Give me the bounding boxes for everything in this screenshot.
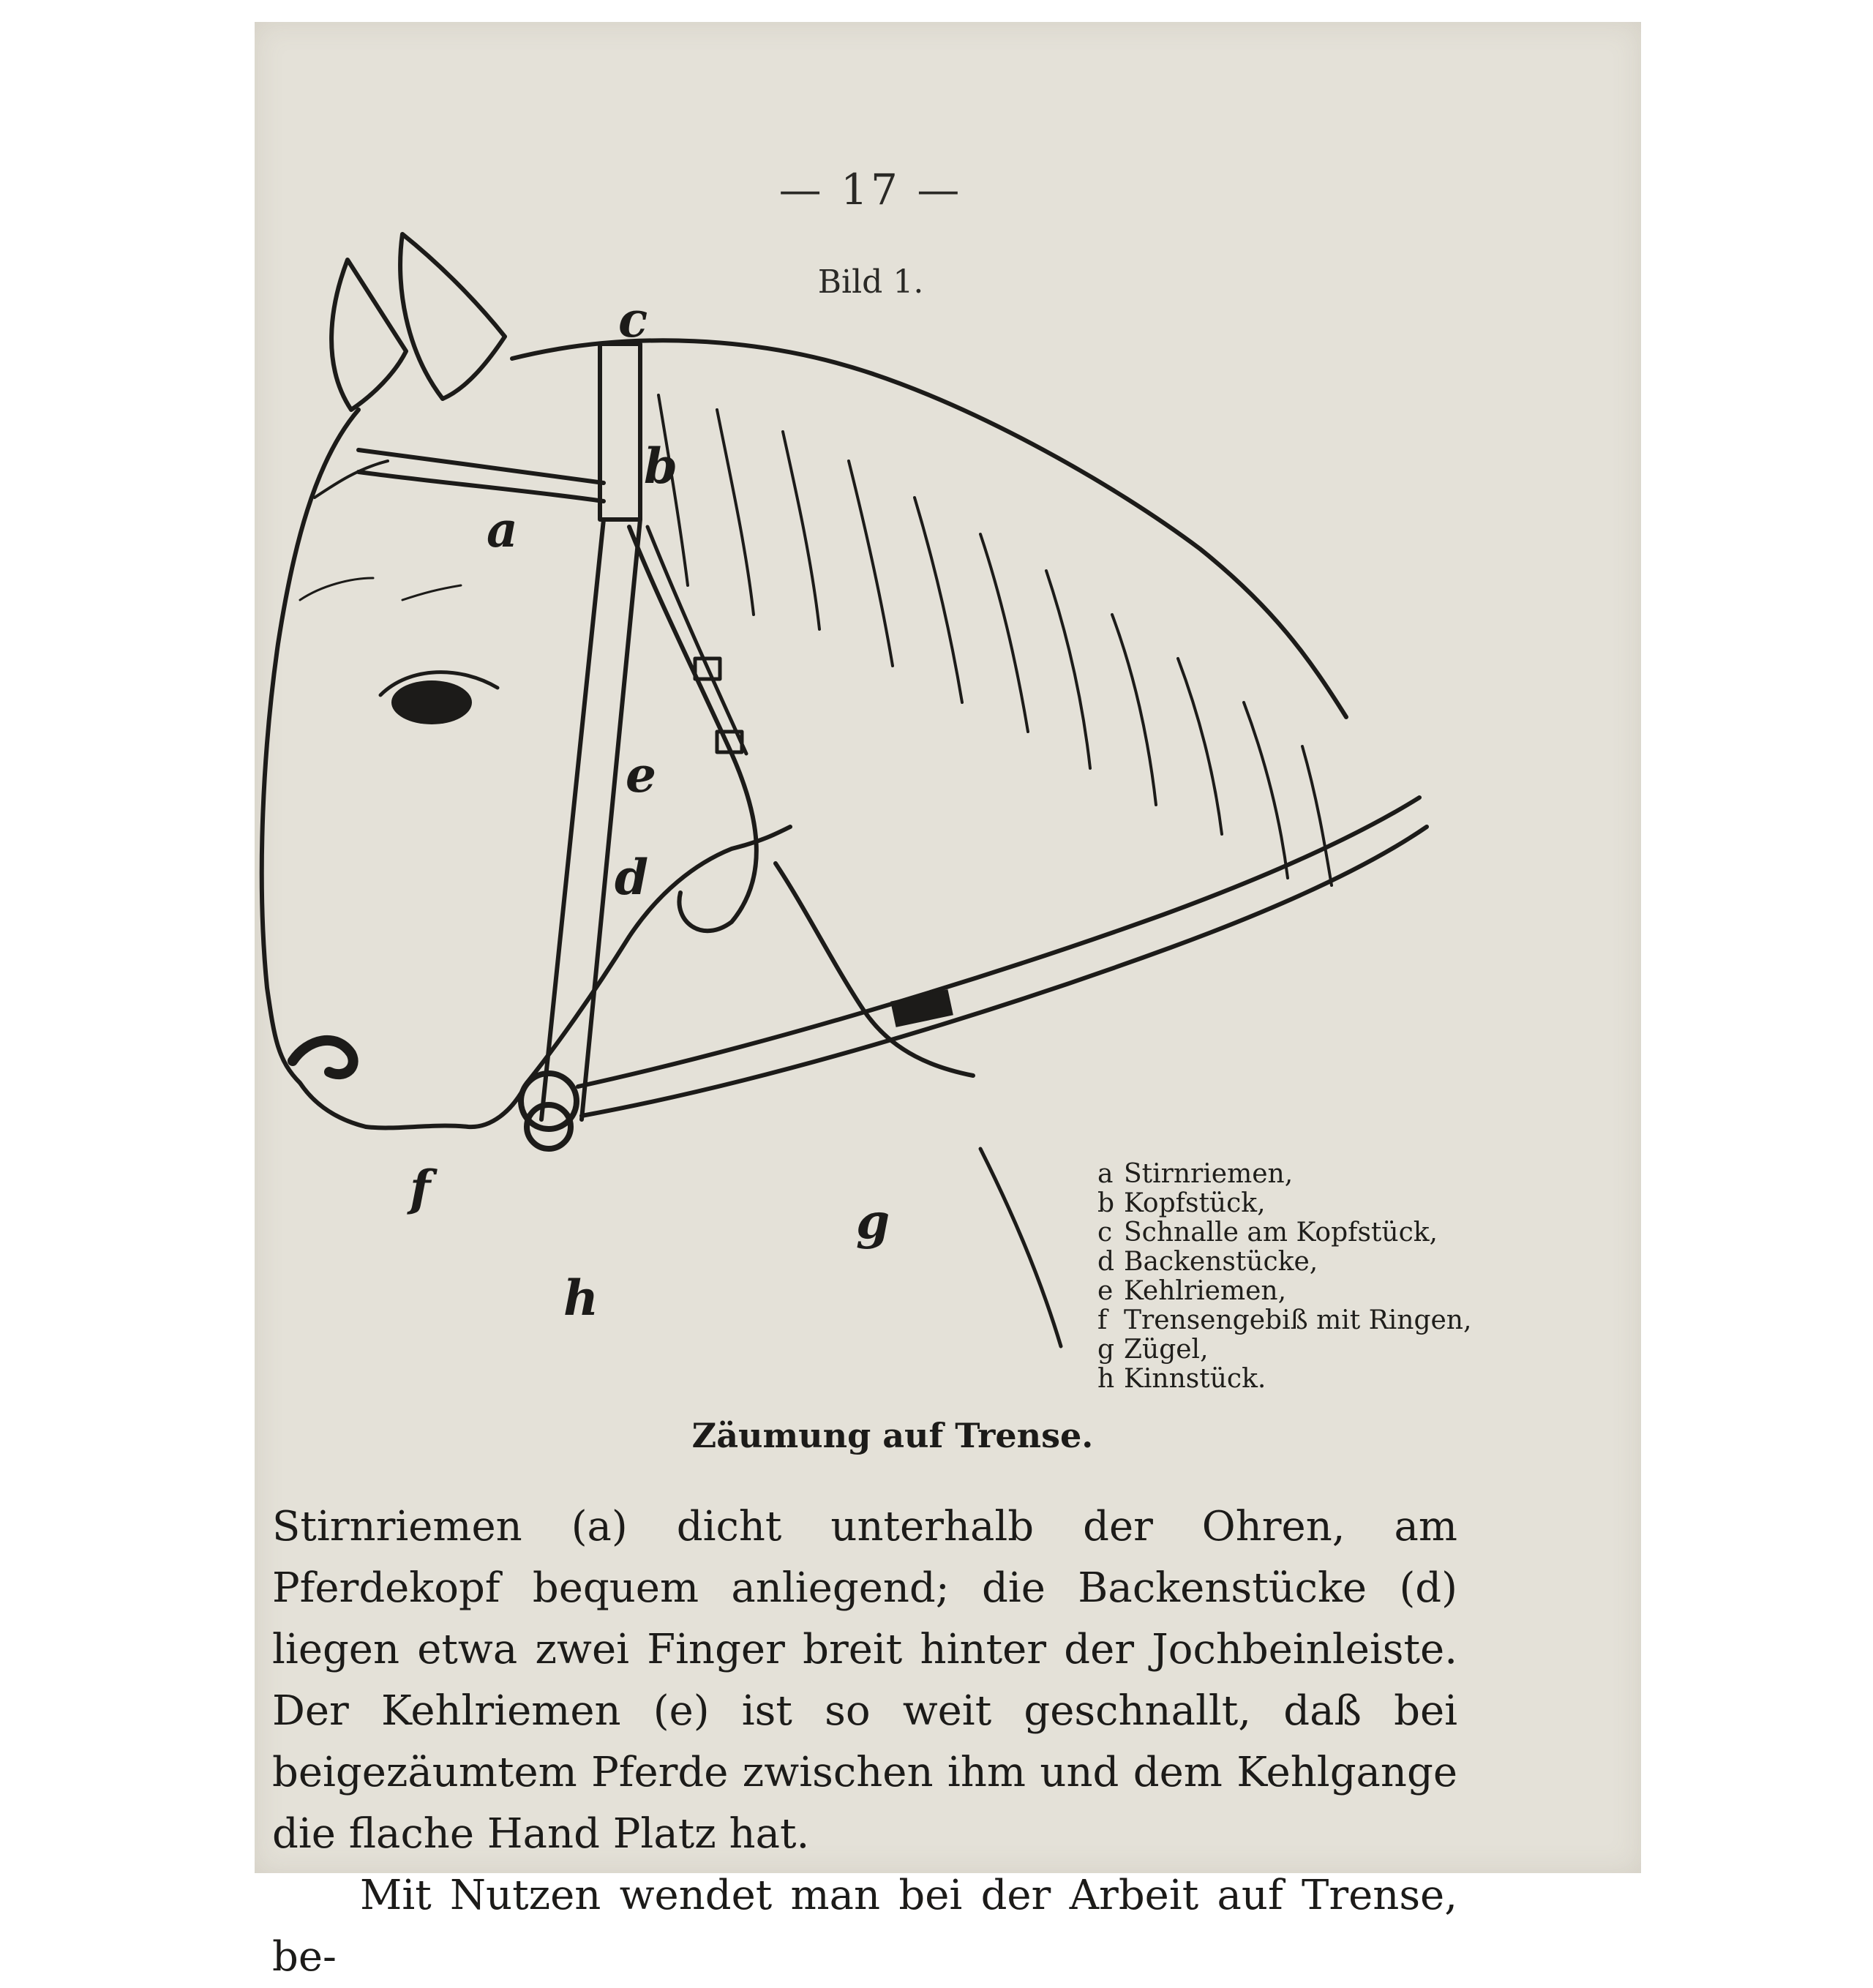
figure-label-f: f: [410, 1160, 431, 1217]
legend-text: Schnalle am Kopfstück,: [1124, 1218, 1438, 1248]
legend-key: e: [1097, 1276, 1114, 1306]
legend-key: c: [1097, 1218, 1113, 1248]
figure-label-e: e: [626, 746, 656, 803]
legend-item: [1097, 1306, 1507, 1335]
nostril: [293, 1040, 353, 1074]
figure-legend: [1097, 1160, 1507, 1394]
legend-text: Kopfstück,: [1124, 1188, 1266, 1218]
legend-text: Zügel,: [1124, 1335, 1209, 1365]
figure-caption: Zäumung auf Trense.: [691, 1416, 1094, 1455]
figure-label-a: a: [487, 501, 518, 558]
paragraph: Stirnriemen (a) dicht unterhalb der Ohren, am Pferdekopf bequem anliegend; die Backenstücke (d) liegen etwa zwei Finger breit hinter der Jochbeinleiste. Der Kehlriemen (e) ist so weit geschnallt, daß bei beigezäumtem Pferde zwischen ihm und dem Kehlgange die flache Hand Platz hat.: [272, 1503, 1457, 1858]
legend-item: [1097, 1248, 1507, 1277]
legend-key: g: [1097, 1335, 1115, 1365]
figure-label-c: c: [618, 291, 648, 348]
legend-item: [1097, 1277, 1507, 1306]
ear-left: [331, 260, 406, 410]
legend-text: Backenstücke,: [1124, 1247, 1318, 1277]
face-profile: [262, 410, 366, 1127]
figure-label-h: h: [563, 1269, 598, 1327]
chest-line: [980, 1149, 1061, 1346]
page-number: — 17 —: [778, 165, 963, 214]
headstall-top: [600, 344, 640, 519]
rein-bottom: [582, 827, 1427, 1116]
legend-item: [1097, 1189, 1507, 1218]
legend-text: Stirnriemen,: [1124, 1159, 1294, 1189]
eye: [391, 680, 472, 724]
ear-right: [400, 234, 505, 399]
legend-key: b: [1097, 1188, 1115, 1218]
figure-label-b: b: [644, 438, 678, 495]
legend-key: a: [1097, 1159, 1114, 1189]
legend-text: Kehlriemen,: [1124, 1276, 1287, 1306]
rein-top: [578, 798, 1419, 1087]
legend-key: f: [1097, 1305, 1108, 1335]
legend-item: [1097, 1335, 1507, 1365]
legend-key: d: [1097, 1247, 1115, 1277]
legend-key: h: [1097, 1364, 1115, 1394]
body-text: [272, 1496, 1457, 1988]
legend-item: [1097, 1365, 1507, 1394]
legend-item: [1097, 1160, 1507, 1189]
figure-label-d: d: [615, 849, 649, 906]
cheek-piece: [541, 519, 604, 1119]
muzzle: [366, 1083, 527, 1128]
legend-text: Trensengebiß mit Ringen,: [1124, 1305, 1472, 1335]
legend-text: Kinnstück.: [1124, 1364, 1266, 1394]
paragraph: Mit Nutzen wendet man bei der Arbeit auf Trense, be-: [272, 1872, 1457, 1981]
legend-item: [1097, 1218, 1507, 1248]
figure-label-g: g: [856, 1193, 890, 1250]
figure-number: Bild 1.: [817, 263, 924, 301]
